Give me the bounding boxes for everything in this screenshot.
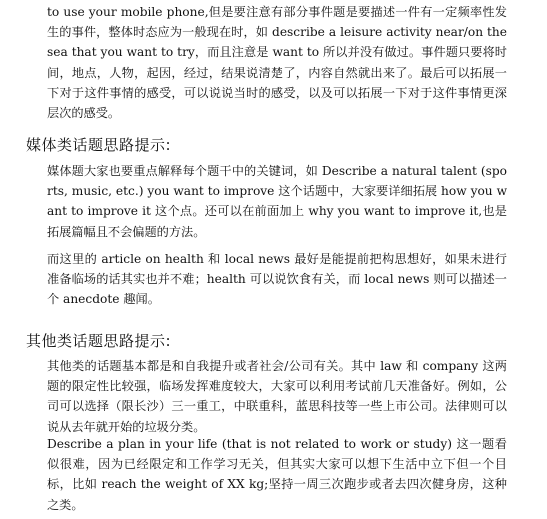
intro-paragraph: to use your mobile phone,但是要注意有部分事件题是要描述一件有一定频率性发生的事件，整体时态应为一般现在时，如 describe a leisure activity near/on the sea that you want to try，而且注意是 want to 所以并没有做过。事件题只要将时间，地点，人物，起因，经过，结果说清楚了，内容自然就出来了。最后可以拓展一下对于这件事情的感受，可以说说当时的感受，以及可以拓展一下对于这件事情更深层次的感受。 xyxy=(47,5,507,121)
other-paragraph-2: Describe a plan in your life (that is not related to work or study) 这一题看似很难，因为已经限定和工作学习无关，但其实大家可以想下生活中立下但一个目标，比如 reach the weight of XX kg;坚持一周三次跑步或者去四次健身房，这种之类。 xyxy=(47,437,507,512)
other-section-heading: 其他类话题思路提示: xyxy=(26,332,172,350)
media-section-heading: 媒体类话题思路提示: xyxy=(26,136,172,154)
media-paragraph-2: 而这里的 article on health 和 local news 最好是能提前把构思想好，如果未进行准备临场的话其实也并不难；health 可以说饮食有关，而 local news 则可以描述一个 anecdote 趣闻。 xyxy=(47,252,507,307)
other-paragraph-1: 其他类的话题基本都是和自我提升或者社会/公司有关。其中 law 和 company 这两题的限定性比较强，临场发挥难度较大，大家可以利用考试前几天准备好。例如，公司可以选择（限长沙）三一重工，中联重科，蓝思科技等一些上市公司。法律则可以说从去年就开始的垃圾分类。 xyxy=(47,359,507,434)
media-paragraph-1: 媒体题大家也要重点解释每个题干中的关键词，如 Describe a natural talent (sports, music, etc.) you want to improve 这个话题中，大家要详细拓展 how you want to improve it 这个点。还可以在前面加上 why you want to improve it,也是拓展篇幅且不会偏题的方法。 xyxy=(47,164,507,239)
